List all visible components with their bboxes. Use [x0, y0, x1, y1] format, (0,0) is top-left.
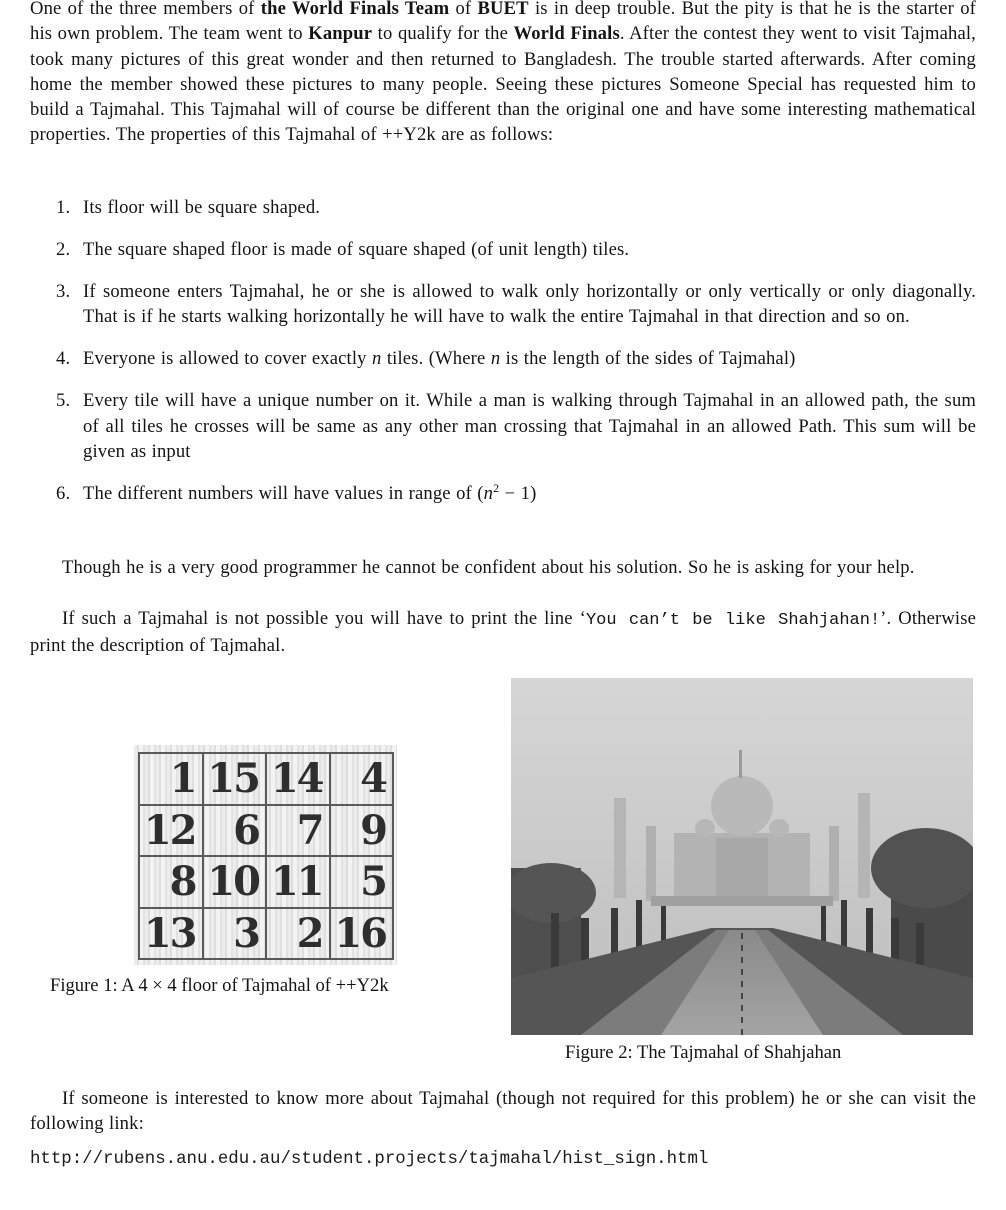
rule-number: 3. — [56, 280, 71, 302]
output-text: ’. Otherwise print the description of Tajmahal. — [30, 608, 977, 657]
rule-number: 5. — [56, 390, 71, 412]
grid-row — [139, 908, 393, 960]
rule-text: The different numbers will have values in range of ( — [83, 482, 484, 504]
rule-text: Every tile will have a unique number on it. While a man is walking through Tajmahal in an allowed path, the sum of all tiles he crosses will be same as any other man crossing that Tajmahal in an allowed Path. This sum will be given as input — [83, 390, 976, 462]
rule-item — [30, 279, 976, 330]
rule-item — [30, 346, 976, 371]
intro-text: of — [449, 0, 478, 19]
math-variable: n — [483, 482, 494, 504]
math-exponent: 2 — [493, 480, 500, 495]
grid-cell: 9 — [330, 805, 394, 857]
rule-text: tiles. (Where — [381, 348, 491, 370]
magic-square-figure — [134, 745, 397, 965]
grid-cell: 5 — [330, 856, 394, 908]
figure1-caption: Figure 1: A 4 × 4 floor of Tajmahal of ++Y2k — [50, 975, 389, 996]
grid-cell: 10 — [203, 856, 267, 908]
rule-item — [30, 388, 976, 464]
grid-cell: 11 — [266, 856, 330, 908]
rule-number: 4. — [56, 348, 71, 370]
grid-cell: 14 — [266, 753, 330, 805]
grid-row — [139, 856, 393, 908]
help-paragraph: Though he is a very good programmer he cannot be confident about his solution. So he is asking for your help. — [62, 557, 915, 578]
grid-row — [139, 805, 393, 857]
output-code: You can’t be like Shahjahan! — [585, 611, 881, 630]
intro-paragraph — [30, 0, 976, 148]
rule-text: The square shaped floor is made of square shaped (of unit length) tiles. — [83, 238, 630, 260]
math-variable: n — [490, 348, 501, 370]
grid-cell: 7 — [266, 805, 330, 857]
rule-text: If someone enters Tajmahal, he or she is allowed to walk only horizontally or only vertically or only diagonally. That is if he starts walking horizontally he will have to walk the entire Tajmahal in that direction and so on. — [83, 280, 976, 328]
rule-number: 1. — [56, 197, 71, 218]
grid-row — [139, 753, 393, 805]
intro-text: to qualify for the — [372, 23, 514, 45]
intro-bold-world-finals: World Finals — [513, 23, 620, 45]
grid-cell: 16 — [330, 908, 394, 960]
rule-item — [30, 481, 976, 506]
rule-text: is the length of the sides of Tajmahal) — [500, 348, 796, 370]
intro-bold-kanpur: Kanpur — [308, 23, 373, 45]
link-paragraph: If someone is interested to know more about Tajmahal (though not required for this problem) he or she can visit the following link: — [30, 1088, 976, 1135]
rule-text: Its floor will be square shaped. — [83, 197, 321, 218]
grid-cell: 13 — [139, 908, 203, 960]
grid-cell: 12 — [139, 805, 203, 857]
output-text: If such a Tajmahal is not possible you will have to print the line ‘ — [62, 608, 586, 629]
grid-cell: 1 — [139, 753, 203, 805]
intro-text: is in deep trouble. But the pity is that he is the starter of his own problem. The team went to — [30, 0, 976, 45]
figure2-caption: Figure 2: The Tajmahal of Shahjahan — [565, 1042, 842, 1063]
math-variable: n — [371, 348, 382, 370]
rule-text: − 1) — [499, 482, 537, 504]
intro-text: One of the three members of — [30, 0, 261, 19]
intro-bold-buet: BUET — [477, 0, 529, 19]
grid-cell: 3 — [203, 908, 267, 960]
magic-square-grid — [138, 752, 394, 960]
intro-text: . After the contest they went to visit Tajmahal, took many pictures of this great wonder and then returned to Bangladesh. The trouble started afterwards. After coming home the member showed these pictures to many people. Seeing these pictures Someone Special has requested him to build a Tajmahal. This Tajmahal will of course be different than the original one and have some interesting mathematical properties. The properties of this Tajmahal of ++Y2k are as follows: — [30, 23, 976, 146]
grid-cell: 8 — [139, 856, 203, 908]
grid-cell: 4 — [330, 753, 394, 805]
reference-link[interactable]: http://rubens.anu.edu.au/student.projects/tajmahal/hist_sign.html — [30, 1150, 709, 1169]
rule-text: Everyone is allowed to cover exactly — [83, 348, 372, 370]
tajmahal-photo — [511, 678, 973, 1035]
rule-item — [30, 237, 976, 262]
output-paragraph — [30, 606, 976, 659]
rule-number: 2. — [56, 238, 71, 260]
rules-list — [30, 195, 976, 506]
tajmahal-illustration — [511, 678, 973, 1035]
rule-number: 6. — [56, 482, 71, 504]
intro-bold-team: the World Finals Team — [260, 0, 450, 19]
grid-cell: 6 — [203, 805, 267, 857]
rule-item — [30, 195, 976, 220]
grid-cell: 2 — [266, 908, 330, 960]
grid-cell: 15 — [203, 753, 267, 805]
